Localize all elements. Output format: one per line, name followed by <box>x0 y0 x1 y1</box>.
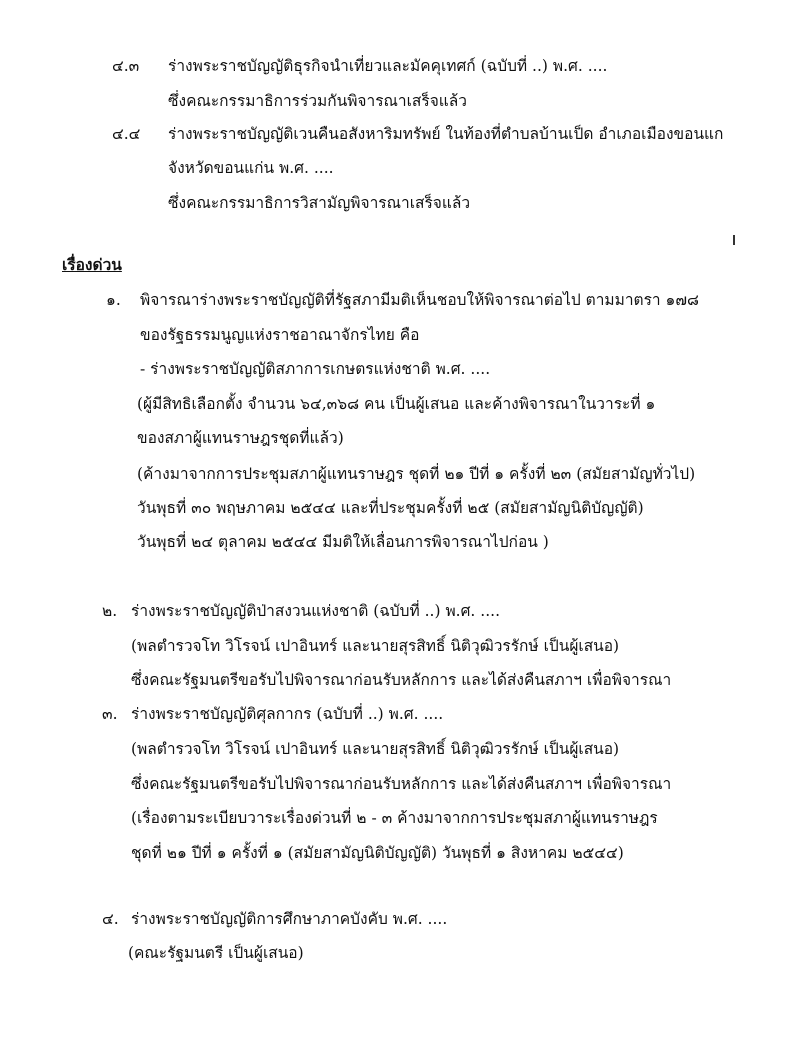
item-number: ๔. <box>102 910 119 928</box>
proposer-note: (คณะรัฐมนตรี เป็นผู้เสนอ) <box>128 944 304 962</box>
item-text: ของรัฐธรรมนูญแห่งราชอาณาจักรไทย คือ <box>140 326 420 344</box>
proposer-note: ของสภาผู้แทนราษฎรชุดที่แล้ว) <box>137 429 344 447</box>
bill-title: ร่างพระราชบัญญัติการศึกษาภาคบังคับ พ.ศ. .... <box>131 910 448 928</box>
item-number: ๒. <box>102 602 118 620</box>
section-heading-urgent: เรื่องด่วน <box>62 255 122 274</box>
item-number: ๑. <box>106 291 121 309</box>
item-number: ๓. <box>102 705 118 723</box>
bill-title: ร่างพระราชบัญญัติป่าสงวนแห่งชาติ (ฉบับที่ ..) พ.ศ. .... <box>131 602 500 620</box>
status-note: ซึ่งคณะรัฐมนตรีขอรับไปพิจารณาก่อนรับหลักการ และได้ส่งคืนสภาฯ เพื่อพิจารณา <box>131 671 672 689</box>
meeting-note: วันพุธที่ ๒๔ ตุลาคม ๒๕๔๔ มีมติให้เลื่อนการพิจารณาไปก่อน ) <box>137 533 549 551</box>
meeting-note: (ค้างมาจากการประชุมสภาผู้แทนราษฎร ชุดที่ ๒๑ ปีที่ ๑ ครั้งที่ ๒๓ (สมัยสามัญทั่วไป) <box>137 465 696 483</box>
meeting-note: (เรื่องตามระเบียบวาระเรื่องด่วนที่ ๒ - ๓ ค้างมาจากการประชุมสภาผู้แทนราษฎร <box>131 809 658 827</box>
meeting-note: วันพุธที่ ๓๐ พฤษภาคม ๒๕๔๔ และที่ประชุมครั้งที่ ๒๕ (สมัยสามัญนิติบัญญัติ) <box>137 499 644 517</box>
bill-title: - ร่างพระราชบัญญัติสภาการเกษตรแห่งชาติ พ.ศ. .... <box>140 360 491 378</box>
proposer-note: (ผู้มีสิทธิเลือกตั้ง จำนวน ๖๔,๓๖๘ คน เป็นผู้เสนอ และค้างพิจารณาในวาระที่ ๑ <box>137 395 656 413</box>
bill-status: ซึ่งคณะกรรมาธิการร่วมกันพิจารณาเสร็จแล้ว <box>168 92 467 110</box>
bill-title: ร่างพระราชบัญญัติเวนคืนอสังหาริมทรัพย์ ในท้องที่ตำบลบ้านเป็ด อำเภอเมืองขอนแก <box>168 125 724 143</box>
proposer-note: (พลตำรวจโท วิโรจน์ เปาอินทร์ และนายสุรสิทธิ์ นิติวุฒิวรรักษ์ เป็นผู้เสนอ) <box>131 637 620 655</box>
status-note: ซึ่งคณะรัฐมนตรีขอรับไปพิจารณาก่อนรับหลักการ และได้ส่งคืนสภาฯ เพื่อพิจารณา <box>131 775 672 793</box>
bill-title-continued: จังหวัดขอนแก่น พ.ศ. .... <box>168 159 334 177</box>
meeting-note: ชุดที่ ๒๑ ปีที่ ๑ ครั้งที่ ๑ (สมัยสามัญนิติบัญญัติ) วันพุธที่ ๑ สิงหาคม ๒๕๔๔) <box>131 844 624 862</box>
scan-speck <box>733 235 735 245</box>
bill-title: ร่างพระราชบัญญัติศุลกากร (ฉบับที่ ..) พ.ศ. .... <box>131 705 444 723</box>
bill-status: ซึ่งคณะกรรมาธิการวิสามัญพิจารณาเสร็จแล้ว <box>168 194 471 212</box>
item-number: ๔.๔ <box>112 125 141 143</box>
bill-title: ร่างพระราชบัญญัติธุรกิจนำเที่ยวและมัคคุเทศก์ (ฉบับที่ ..) พ.ศ. .... <box>168 57 608 75</box>
proposer-note: (พลตำรวจโท วิโรจน์ เปาอินทร์ และนายสุรสิทธิ์ นิติวุฒิวรรักษ์ เป็นผู้เสนอ) <box>131 740 620 758</box>
item-text: พิจารณาร่างพระราชบัญญัติที่รัฐสภามีมติเห็นชอบให้พิจารณาต่อไป ตามมาตรา ๑๗๘ <box>140 291 700 309</box>
item-number: ๔.๓ <box>112 57 140 75</box>
